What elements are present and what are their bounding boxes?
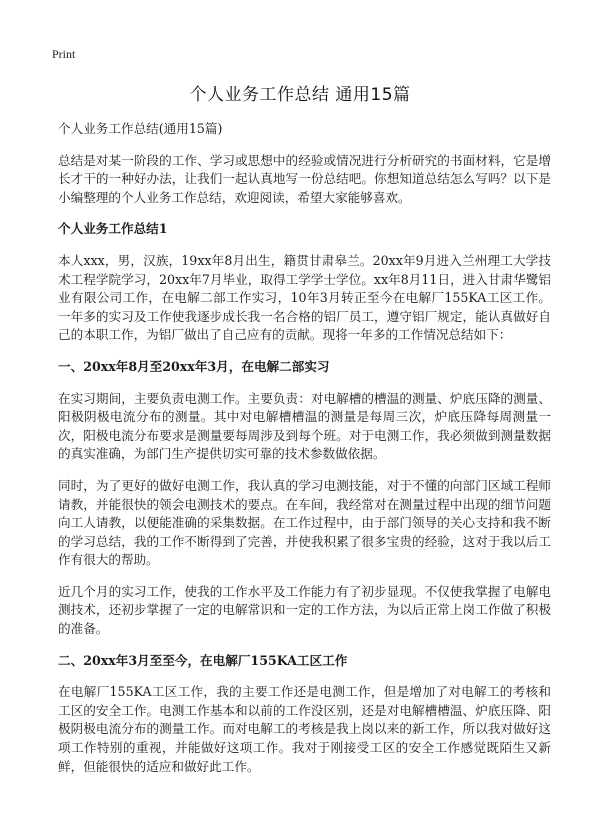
document-body: [58, 120, 551, 789]
section1-paragraph-3: 同时，为了更好的做好电测工作，我认真的学习电测技能，对于不懂的向部门区域工程师请教，并能很快的领会电测技术的要点。在车间，我经常对在测量过程中出现的细节问题向工人请教，以便能准确的采集数据。在工作过程中，由于部门领导的关心支持和我不断的学习总结，我的工作不断得到了完善，并使我积累了很多宝贵的经验，这对于我以后工作有很大的帮助。: [58, 477, 551, 568]
document-subtitle: 个人业务工作总结(通用15篇): [58, 121, 223, 136]
section1-paragraph-1: 本人xxx，男，汉族，19xx年8月出生，籍贯甘肃皋兰。20xx年9月进入兰州理工大学技术工程学院学习，20xx年7月毕业，取得工学学士学位。xx年8月11日，进入甘肃华鹭铝业有限公司工作，在电解二部工作实习，10年3月转正至今在电解厂155KA工区工作。一年多的实习及工作使我逐步成长我一名合格的铝厂员工，遵守铝厂规定，能认真做好自己的本职工作，为铝厂做出了自己应有的贡献。现将一年多的工作情况总结如下：: [58, 252, 551, 343]
section-heading-1: 个人业务工作总结1: [58, 221, 168, 237]
sub-heading-1: 一、20xx年8月至20xx年3月，在电解二部实习: [58, 358, 330, 374]
section1-paragraph-4: 近几个月的实习工作，使我的工作水平及工作能力有了初步显现。不仅使我掌握了电解电测技术，还初步掌握了一定的电解常识和一定的工作方法，为以后正常上岗工作做了积极的准备。: [58, 583, 551, 637]
section1-paragraph-2: 在实习期间，主要负责电测工作。主要负责：对电解槽的槽温的测量、炉底压降的测量、阳极阴极电流分布的测量。其中对电解槽槽温的测量是每周三次，炉底压降每周测量一次，阳极电流分布要求是测量要每周涉及到每个班。对于电测工作，我必须做到测量数据的真实准确，为部门生产提供切实可靠的技术参数做依据。: [58, 390, 551, 462]
sub-heading-2: 二、20xx年3月至至今，在电解厂155KA工区工作: [58, 652, 348, 668]
page-title: 个人业务工作总结 通用15篇: [189, 85, 411, 105]
section1-paragraph-5: 在电解厂155KA工区工作，我的主要工作还是电测工作，但是增加了对电解工的考核和工区的安全工作。电测工作基本和以前的工作没区别，还是对电解槽槽温、炉底压降、阳极阴极电流分布的测量工作。而对电解工的考核是我上岗以来的新工作，所以我对做好这项工作特别的重视，并能做好这项工作。我对于刚接受工区的安全工作感觉既陌生又新鲜，但能很快的适应和做好此工作。: [58, 684, 551, 774]
print-label[interactable]: Print: [52, 47, 76, 61]
intro-paragraph: 总结是对某一阶段的工作、学习或思想中的经验或情况进行分析研究的书面材料，它是增长才干的一种好办法，让我们一起认真地写一份总结吧。你想知道总结怎么写吗？以下是小编整理的个人业务工作总结，欢迎阅读，希望大家能够喜欢。: [58, 152, 551, 205]
